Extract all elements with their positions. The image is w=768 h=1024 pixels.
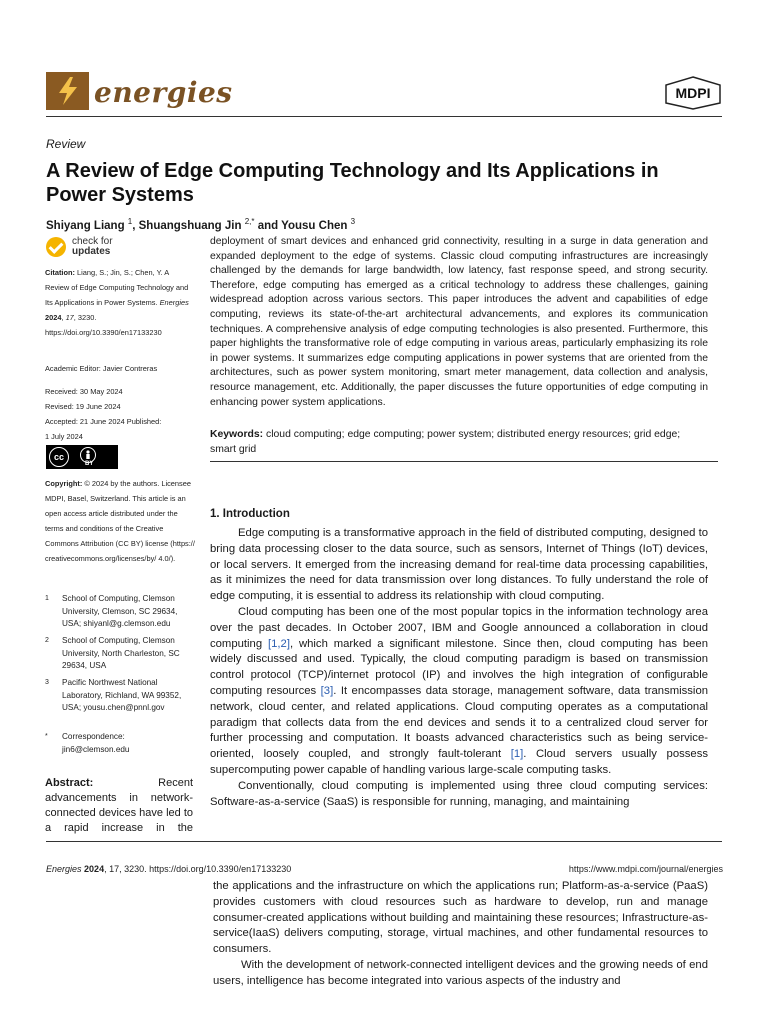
cc-icon: cc: [49, 447, 69, 467]
publisher-name: MDPI: [675, 85, 711, 101]
author-affiliation-mark: 2,*: [244, 217, 255, 226]
published-date: 1 July 2024: [45, 432, 83, 441]
citation-doi-link[interactable]: https://doi.org/10.3390/en17133230: [45, 328, 162, 337]
citation-year: 2024: [45, 313, 62, 322]
footer-doi[interactable]: , 17, 3230. https://doi.org/10.3390/en17133230: [104, 864, 292, 874]
footer-year: 2024: [84, 864, 105, 874]
affiliation-item: [45, 593, 195, 633]
journal-name: energies: [94, 76, 233, 109]
author-name[interactable]: Shiyang Liang: [46, 219, 125, 232]
abstract-lead-text: Recent advancements in network-connected devices have led to a rapid increase in the: [45, 777, 193, 834]
author-name[interactable]: Shuangshuang Jin: [138, 219, 242, 232]
footer-citation: [46, 864, 291, 874]
citation-link[interactable]: [1]: [510, 748, 524, 761]
accepted-date: Accepted: 21 June 2024 Published:: [45, 417, 162, 426]
article-title: A Review of Edge Computing Technology and Its Applications in Power Systems: [46, 160, 659, 206]
affiliation-number: 3: [45, 679, 49, 686]
section-heading: 1. Introduction: [210, 508, 290, 520]
footer-journal: Energies: [46, 864, 82, 874]
check-updates-line1: check for: [72, 236, 113, 247]
abstract-lead: [45, 776, 193, 836]
affiliation-item: [45, 677, 195, 729]
by-label: BY: [85, 461, 94, 467]
abstract-label: Abstract:: [45, 777, 94, 789]
citation-link[interactable]: [1,2]: [267, 637, 290, 650]
mdpi-logo-icon: [664, 76, 722, 110]
author-separator: ,: [132, 219, 139, 232]
copyright-label: Copyright:: [45, 479, 83, 488]
affiliation-text: Pacific Northwest National Laboratory, Richland, WA 99352, USA; yousu.chen@pnnl.gov: [62, 678, 182, 712]
keywords-rule: [210, 461, 718, 462]
received-date: Received: 30 May 2024: [45, 387, 123, 396]
author-separator: and: [254, 219, 282, 232]
citation-pages: 3230.: [77, 313, 97, 322]
affiliation-item: [45, 635, 195, 675]
journal-logo-icon: [46, 72, 89, 110]
author-name[interactable]: Yousu Chen: [281, 219, 348, 232]
abstract-text: deployment of smart devices and enhanced grid connectivity, resulting in a surge in data generation and expanded deployment to the edge of systems. Classic cloud computing infrastructures are increasingly challenged by the demands for large bandwidth, low latency, fast response speed, and strong security. Therefore, edge computing has emerged as a critical technology to address these challenges, gaining widespread adoption across various sectors. This paper introduces the advent and capabilities of edge computing, reviews its state-of-the-art architectural advancements, and explores its communication techniques. A comprehensive analysis of edge computing technologies is also presented. Furthermore, this paper highlights the transformative role of edge computing in various areas, particularly emphasizing its role in power systems. It summarizes edge computing applications in power systems that are oriented from the architectures, such as power system monitoring, smart meter management, data collection and analysis, resource management, etc. Additionally, the paper discusses the future opportunities of edge computing in enhancing power system applications.: [210, 236, 708, 408]
copyright-block: [45, 476, 195, 566]
citation-journal: Energies: [159, 298, 189, 307]
citation-label: Citation:: [45, 268, 75, 277]
revised-date: Revised: 19 June 2024: [45, 402, 121, 411]
correspondence-text: Correspondence: jin6@clemson.edu: [62, 732, 130, 754]
citation-link[interactable]: [3]: [320, 684, 334, 697]
affiliation-text: School of Computing, Clemson University, North Charleston, SC 29634, USA: [62, 636, 180, 670]
author-affiliation-mark: 3: [350, 217, 356, 226]
citation-text: Liang, S.; Jin, S.; Chen, Y. A Review of Edge Computing Technology and Its Applications in Power Systems.: [45, 268, 189, 307]
academic-editor: Academic Editor: Javier Contreras: [45, 364, 158, 373]
footer-rule: [46, 841, 722, 842]
correspondence-item: [45, 731, 195, 759]
article-type: Review: [46, 137, 86, 151]
paragraph: Cloud computing has been one of the most popular topics in the information technology area over the past decades. In October 2007, IBM and Google announced a collaboration in cloud computing [1,2], which marked a significant milestone. Since then, cloud computing has been widely discussed and used. Typically, the cloud computing paradigm is based on transmission control protocol (TCP)/internet protocol (IP) and involves the high integration of configurable computing resources [3]. It encompasses data storage, management software, data transmission network, cloud center, and related applications. Cloud computing operates as a computational paradigm that collects data from the end devices and sends it to a centralized cloud server for further processing and computation. It boasts advanced characteristics such as being service-oriented, loosely coupled, and strongly fault-tolerant [1]. Cloud servers usually possess supercomputing power capable of handling various large-scale computing tasks.: [210, 605, 709, 776]
copyright-text: © 2024 by the authors. Licensee MDPI, Basel, Switzerland. This article is an open access article distributed under the terms and conditions of the Creative Commons Attribution (CC BY) license (https:// creativecommons.org/licenses/by/ 4.0/).: [45, 479, 195, 563]
paragraph: With the development of network-connected intelligent devices and the growing needs of end users, intelligence has become integrated into various aspects of the industry and: [213, 958, 708, 987]
keywords: [210, 428, 708, 457]
affiliation-number: 2: [45, 637, 49, 644]
author-affiliation-mark: 1: [127, 217, 133, 226]
affiliation-number: *: [45, 733, 48, 740]
paragraph: Edge computing is a transformative approach in the field of distributed computing, designed to bring data processing closer to the data source, such as sensors, Internet of Things (IoT) devices, or local servers. It emerged from the increasing demand for real-time data processing capabilities, as it minimizes the need for data transmission over long distances. To fully understand the role of edge computing, it is essential to address its relationship with cloud computing.: [210, 527, 708, 603]
citation-volume: 17: [65, 313, 74, 322]
check-for-updates-button[interactable]: [46, 236, 126, 260]
header-rule: [46, 116, 722, 117]
footer-journal-link[interactable]: https://www.mdpi.com/journal/energies: [568, 864, 723, 874]
keywords-label: Keywords:: [210, 429, 264, 440]
check-updates-line2: updates: [72, 246, 111, 257]
affiliation-number: 1: [45, 595, 49, 602]
paragraph: the applications and the infrastructure on which the applications run; Platform-as-a-service (PaaS) provides customers with cloud resources such as hardware to develop, run and manage consumer-created applications without building and maintaining these resources; Infrastructure-as-service(IaaS) delivers computing, storage, virtual machines, and other fundamental resources to consumers.: [213, 880, 708, 956]
author-list: [46, 217, 355, 232]
affiliation-text: School of Computing, Clemson University, Clemson, SC 29634, USA; shiyanl@g.clemson.edu: [62, 594, 178, 628]
page2-body: [213, 879, 708, 990]
paragraph: Conventionally, cloud computing is implemented using three cloud computing services: Software-as-a-service (SaaS) is responsible for running, managing, and maintaining: [210, 779, 708, 808]
intro-body: [210, 526, 708, 810]
keywords-text: cloud computing; edge computing; power system; distributed energy resources; grid edge; smart grid: [210, 429, 681, 455]
citation-block: Citation: Liang, S.; Jin, S.; Chen, Y. A Review of Edge Computing Technology and Its Applications in Power Systems. Energies 2024, 17, 3230. https://doi.org/10.3390/en17133230: [45, 268, 189, 337]
check-badge-icon: [46, 237, 66, 257]
cc-by-license-badge[interactable]: [46, 445, 118, 469]
